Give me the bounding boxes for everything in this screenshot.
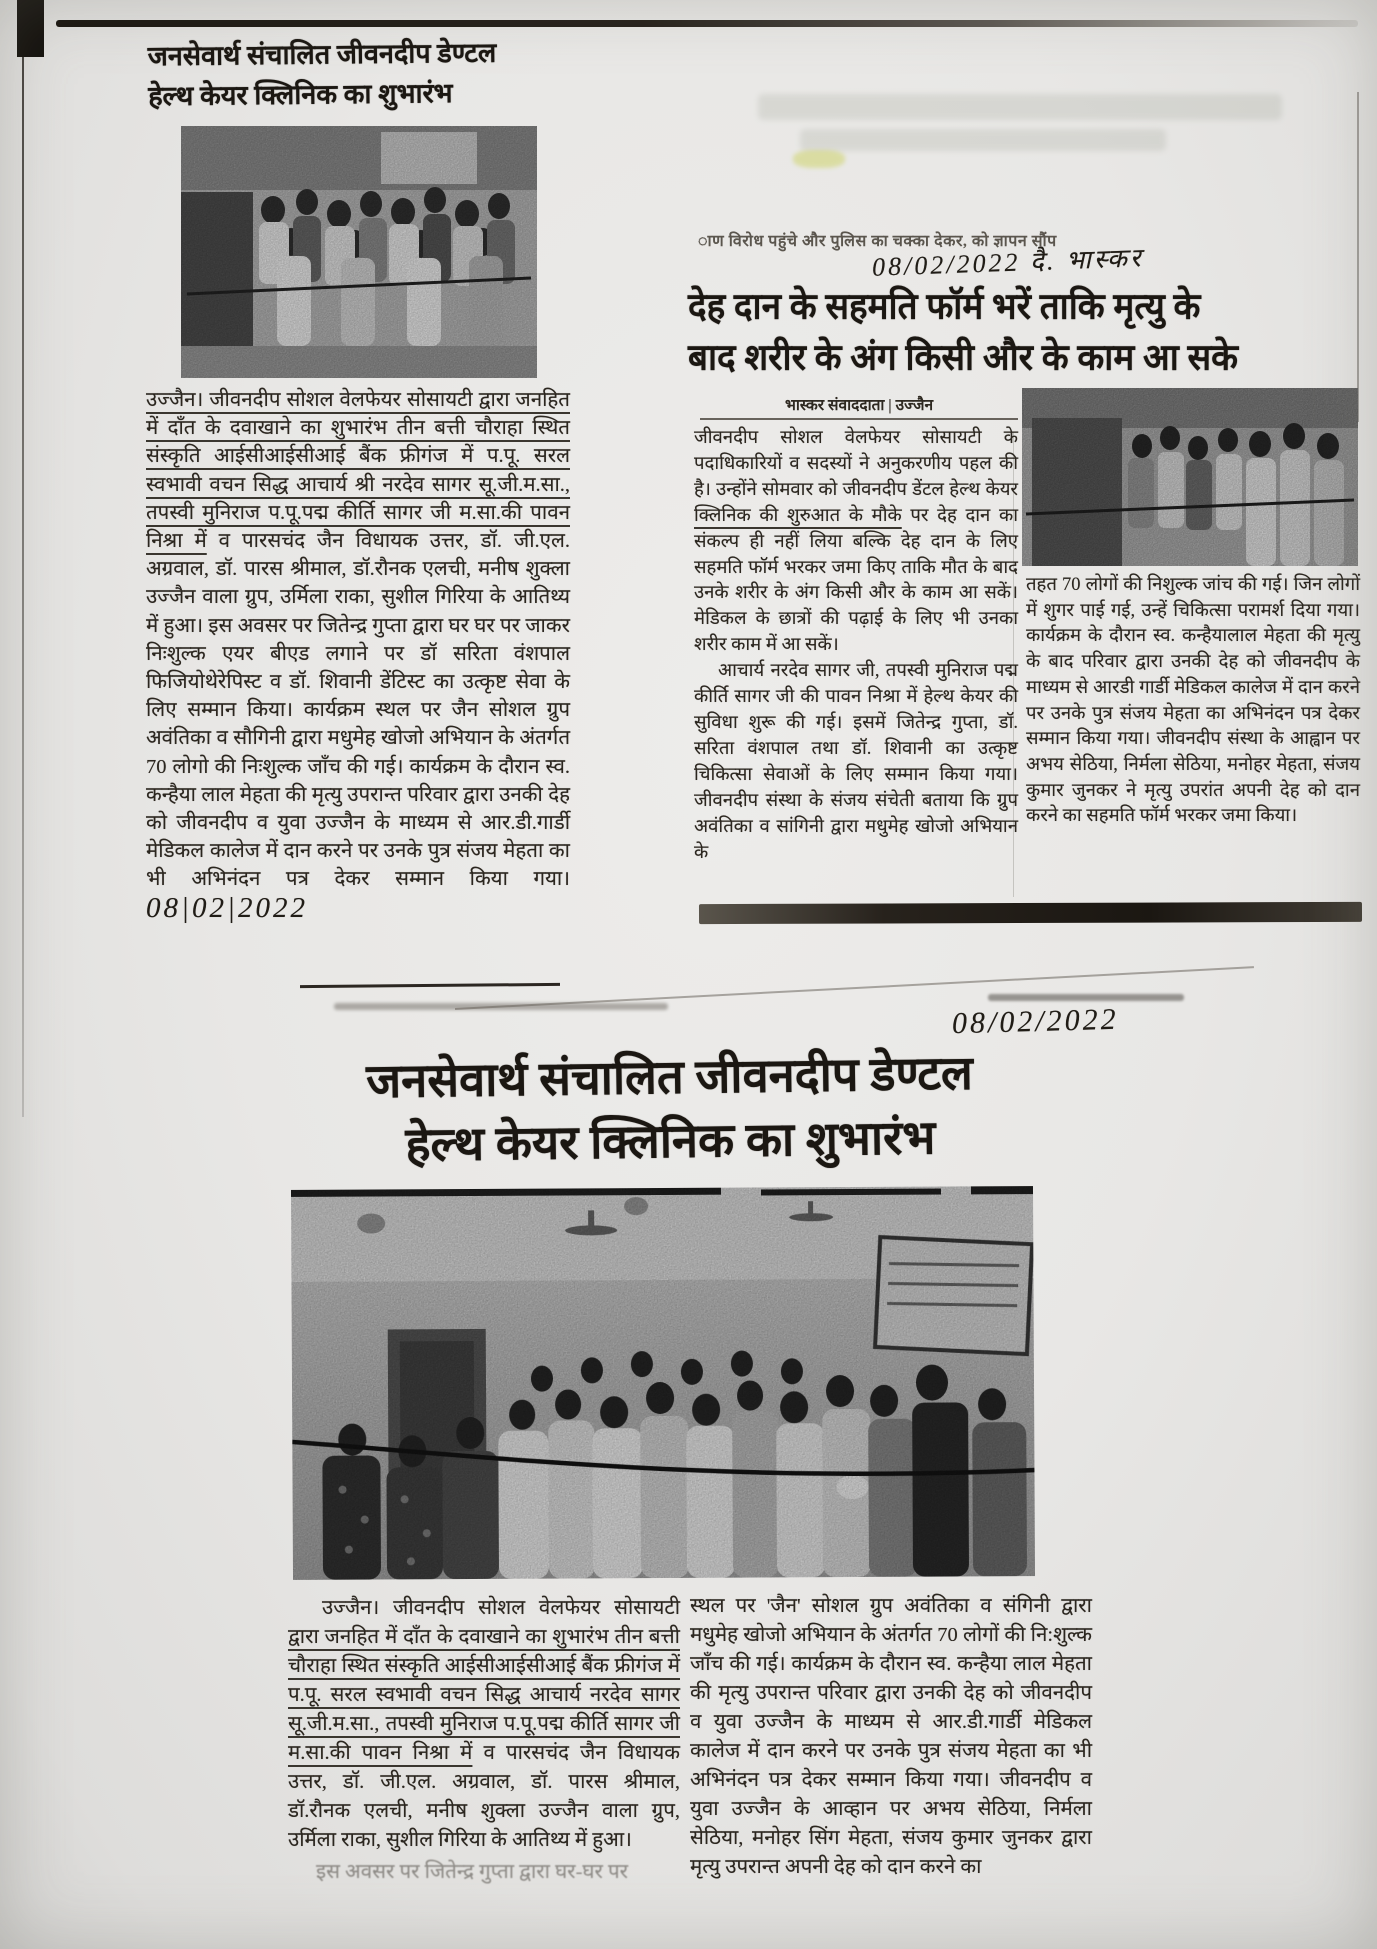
scan-top-edge-line bbox=[56, 20, 1358, 27]
clipping2-col1-p1a: जीवनदीप सोशल वेलफेयर सोसायटी के पदाधिकारियों व सदस्यों ने अनुकरणीय पहल की है। उन्होंने सोमवार को जीवनदीप डेंटल हेल्थ केयर bbox=[694, 428, 1018, 500]
clipping3-col1-lead: उज्जैन। जीवनदीप सोशल वेलफेयर सोसायटी bbox=[322, 1597, 680, 1619]
clipping3-headline bbox=[229, 1040, 1111, 1180]
clipping2-column1 bbox=[694, 426, 1018, 866]
highlighter-smudge bbox=[793, 150, 845, 168]
ink-bleed-ghost bbox=[758, 94, 1282, 120]
clipping2-headline-line1: देह दान के सहमति फॉर्म भरें ताकि मृत्यु के bbox=[688, 286, 1201, 327]
clipping3-col1-paragraph bbox=[288, 1594, 680, 1855]
clipping3-headline-line2: हेल्थ केयर क्लिनिक का शुभारंभ bbox=[405, 1112, 936, 1172]
clipping1-headline bbox=[148, 32, 585, 117]
clipping3-headline-line1: जनसेवार्थ संचालित जीवनदीप डेण्टल bbox=[365, 1047, 974, 1109]
clipping3-column1 bbox=[288, 1594, 680, 1887]
clipping3-col1-underlined: द्वारा जनहित में दाँत के दवाखाने का शुभारंभ तीन बत्ती चौराहा स्थित संस्कृति आईसीआईसीआई बैंक फ्रीगंज में प.पू. सरल स्वभावी वचन सिद्ध आचार्य नरदेव सागर सू.जी.म.सा., तपस्वी मुनिराज प.पू.पद्म कीर्ति सागर जी म.सा.की पावन निश्रा में bbox=[288, 1626, 680, 1764]
clipping2-col1-paragraph2: आचार्य नरदेव सागर जी, तपस्वी मुनिराज पद्म कीर्ति सागर जी की पावन निश्रा में हेल्थ केयर की सुविधा शुरू की गई। इसमें जितेन्द्र गुप्ता, डॉ. सरिता वंशपाल तथा डॉ. शिवानी का उत्कृष्ट चिकित्सा सेवाओं के लिए सम्मान किया गया। जीवनदीप संस्था के संजय संचेती बताया कि ग्रुप अवंतिका व सांगिनी द्वारा मधुमेह खोजो अभियान के bbox=[694, 661, 1018, 863]
clipping3-col1-rest: व पारसचंद जैन विधायक उत्तर, डॉ. जी.एल. अग्रवाल, डॉ. पारस श्रीमाल, डॉ.रौनक एलची, मनीष शुक्ला उज्जैन वाला ग्रुप, उर्मिला राका, सुशील गिरिया के आतिथ्य में हुआ। bbox=[288, 1742, 681, 1851]
clipping1-handwritten-date: 08|02|2022 bbox=[146, 891, 308, 924]
clipping2-headline-line2: बाद शरीर के अंग किसी और के काम आ सके bbox=[688, 337, 1239, 378]
clipping2-headline bbox=[688, 281, 1364, 383]
clipping3-top-rule bbox=[300, 983, 560, 988]
clipping2-byline: भास्कर संवाददाता | उज्जैन bbox=[700, 393, 1018, 420]
clipping1-body bbox=[146, 386, 570, 925]
scan-left-edge-line bbox=[22, 57, 24, 1117]
clipping2-crowd-photo bbox=[1022, 388, 1358, 566]
clipping3-column2: स्थल पर 'जैन' सोशल ग्रुप अवंतिका व संगिनी द्वारा मधुमेह खोजो अभियान के अंतर्गत 70 लोगों की नि:शुल्क जाँच की गई। कार्यक्रम के दौरान स्व. कन्हैया लाल मेहता की मृत्यु उपरान्त परिवार द्वारा उनकी देह को जीवनदीप व युवा उज्जैन के माध्यम से आर.डी.गार्डी मेडिकल कालेज में दान करने पर उनके पुत्र संजय मेहता का भी अभिनंदन पत्र देकर सम्मान किया गया। जीवनदीप व युवा उज्जैन के आव्हान पर अभय सेठिया, निर्मला सेठिया, मनोहर सिंग मेहता, संजय कुमार जुनकर द्वारा मृत्यु उपरान्त अपनी देह को दान करने का bbox=[690, 1595, 1092, 1878]
clipping2-column2: तहत 70 लोगों की निशुल्क जांच की गई। जिन लोगों में शुगर पाई गई, उन्हें चिकित्सा परामर्श दिया गया। कार्यक्रम के दौरान स्व. कन्हैयालाल मेहता की मृत्यु के बाद परिवार द्वारा उनकी देह को जीवनदीप के माध्यम से आरडी गार्डी मेडिकल कालेज में दान करने पर उनके पुत्र संजय मेहता का अभिनंदन पत्र देकर सम्मान किया गया। जीवनदीप संस्था के आह्वान पर अभय सेठिया, निर्मला सेठिया, मनोहर मेहता, संजय कुमार जुनकर ने मृत्यु उपरांत अपनी देह को दान करने का सहमति फॉर्म भरकर जमा किया। bbox=[1026, 575, 1360, 827]
clipping3-col1-faded-line: इस अवसर पर जितेन्द्र गुप्ता द्वारा घर-घर पर bbox=[316, 1861, 629, 1883]
clipping2-col1-p1b: पर देह दान का संकल्प ही नहीं लिया बल्कि देह दान के लिए सहमति फॉर्म भरकर जमा किए ताकि मौत के बाद उनके शरीर के अंग किसी और के काम आ सकें। मेडिकल के छात्रों की पढ़ाई के लिए भी उनका शरीर काम में आ सकें। bbox=[694, 505, 1018, 656]
crowd-photo-illustration bbox=[181, 126, 537, 378]
clipping2-bottom-cut-bar bbox=[699, 902, 1362, 924]
clipping3-ribbon-cutting-photo bbox=[291, 1186, 1035, 1580]
clipping3-handwritten-date: 08/02/2022 bbox=[951, 1002, 1120, 1041]
ribbon-cutting-illustration bbox=[291, 1186, 1035, 1580]
clipping2-col1-paragraph1 bbox=[694, 426, 1018, 659]
scan-corner-mark bbox=[17, 0, 44, 57]
clipping1-body-rest: व पारसचंद जैन विधायक उत्तर, डॉ. जी.एल. अग्रवाल, डॉ. पारस श्रीमाल, डॉ.रौनक एलची, मनीष शुक्ला उज्जैन वाला ग्रुप, उर्मिला राका, सुशील गिरिया के आतिथ्य में हुआ। इस अवसर पर जितेन्द्र गुप्ता द्वारा घर घर पर जाकर निःशुल्क एयर बीएड लगाने पर डॉ सरिता वंशपाल फिजियोथेरेपिस्ट व डॉ. शिवानी डेंटिस्ट का उत्कृष्ट सेवा के लिए सम्मान किया। कार्यक्रम स्थल पर जैन सोशल ग्रुप अवंतिका व सौगिनी द्वारा मधुमेह खोजो अभियान के अंतर्गत 70 लोगो की निःशुल्क जाँच की गई। कार्यक्रम के दौरान स्व. कन्हैया लाल मेहता की मृत्यु उपरान्त परिवार द्वारा उनकी देह को जीवनदीप व युवा उज्जैन के माध्यम से आर.डी.गार्डी मेडिकल कालेज में दान करने पर उनके पुत्र संजय मेहता का भी अभिनंदन पत्र देकर सम्मान किया गया। bbox=[146, 530, 570, 891]
clipping2-col1-p1-underlined: क्लिनिक की शुरुआत के मौके bbox=[694, 505, 902, 526]
clipping2-torn-fragment: ाण विरोध पहुंचे और पुलिस का चक्का देकर, को ज्ञापन सौंप bbox=[698, 233, 1057, 250]
torn-edge-smudge bbox=[988, 994, 1184, 1001]
clipping1-crowd-photo bbox=[181, 126, 537, 378]
clipping1-body-underlined: उज्जैन। जीवनदीप सोशल वेलफेयर सोसायटी द्वारा जनहित में दाँत के दवाखाने का शुभारंभ तीन बत्ती चौराहा स्थित संस्कृति आईसीआईसीआई बैंक फ्रीगंज में प.पू. सरल स्वभावी वचन सिद्ध आचार्य श्री नरदेव सागर सू.जी.म.सा., तपस्वी मुनिराज प.पू.पद्म कीर्ति सागर जी म.सा.की पावन निश्रा में bbox=[146, 389, 570, 553]
clipping1-headline-line2: हेल्थ केयर क्लिनिक का शुभारंभ bbox=[148, 78, 453, 112]
clipping1-headline-line1: जनसेवार्थ संचालित जीवनदीप डेण्टल bbox=[147, 37, 497, 72]
ink-bleed-ghost bbox=[800, 129, 1166, 151]
paper-crease-line bbox=[455, 966, 1254, 1009]
clipping2-handwritten-note: 08/02/2022 दै. भास्कर bbox=[871, 243, 1144, 282]
ceremony-photo-illustration bbox=[1022, 388, 1358, 566]
